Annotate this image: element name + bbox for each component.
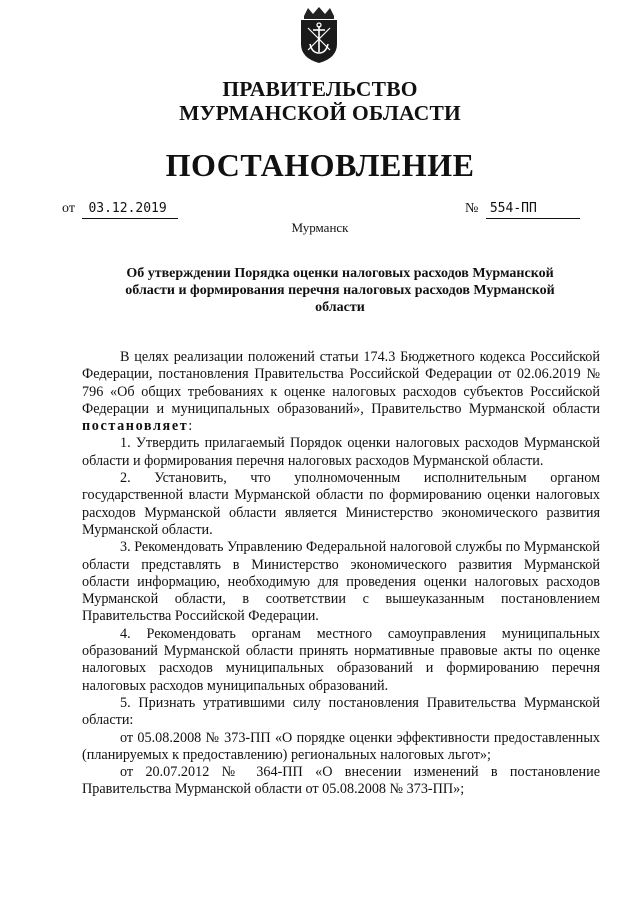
decree-word: постановляет (82, 418, 189, 435)
preamble-text: В целях реализации положений статьи 174.3 Бюджетного кодекса Российской Федерации, постановления Правительства Российской Федерации от 02.06.2019 № 796 «Об общих требованиях к оценке налоговых расходов субъектов Российской Федерации и муниципальных образований», Правительство Мурманской области (82, 349, 600, 417)
paragraph-5: 5. Признать утратившими силу постановления Правительства Мурманской области: (82, 694, 600, 729)
preamble-paragraph: В целях реализации положений статьи 174.3 Бюджетного кодекса Российской Федерации, постановления Правительства Российской Федерации от 02.06.2019 № 796 «Об общих требованиях к оценке налоговых расходов субъектов Российской Федерации и муниципальных образований», Правительство Мурманской области постановляет: (82, 349, 600, 435)
paragraph-1: 1. Утвердить прилагаемый Порядок оценки налоговых расходов Мурманской области и формирования перечня налоговых расходов Мурманской области. (82, 435, 600, 469)
coat-of-arms-icon (296, 6, 342, 64)
number-prefix: № (465, 201, 479, 216)
government-name-line-2: МУРМАНСКОЙ ОБЛАСТИ (179, 101, 461, 125)
government-name-line-1: ПРАВИТЕЛЬСТВО (222, 77, 418, 101)
paragraph-2: 2. Установить, что уполномоченным исполнительным органом государственной власти Мурманской области по формированию оценки налоговых расходов Мурманской области является Министерство экономического развития Мурманской области. (82, 470, 600, 538)
number-value: 554-ПП (486, 200, 580, 219)
document-body (82, 349, 600, 799)
document-subject: Об утверждении Порядка оценки налоговых расходов Мурманской области и формирования перечня налоговых расходов Мурманской области (125, 266, 555, 315)
repealed-act-1: от 05.08.2008 № 373-ПП «О порядке оценки эффективности предоставленных (планируемых к предоставлению) региональных налоговых льгот»; (82, 729, 600, 763)
city-name: Мурманск (291, 220, 349, 235)
date-value: 03.12.2019 (82, 200, 178, 219)
number-field (465, 200, 580, 219)
repealed-act-2: от 20.07.2012 № 364-ПП «О внесении изменений в постановление Правительства Мурманской области от 05.08.2008 № 373-ПП»; (82, 764, 600, 798)
paragraph-3: 3. Рекомендовать Управлению Федеральной налоговой службы по Мурманской области представлять в Министерство экономического развития Мурманской области информацию, необходимую для проведения оценки налоговых расходов Мурманской области, в соответствии с вышеуказанным постановлением Правительства Российской Федерации. (82, 539, 600, 625)
date-prefix: от (62, 201, 75, 216)
paragraph-4: 4. Рекомендовать органам местного самоуправления муниципальных образований Мурманской области принять нормативные правовые акты по оценке налоговых расходов муниципальных образований и формированию перечня налоговых расходов муниципальных образований. (82, 625, 600, 694)
document-type-title: ПОСТАНОВЛЕНИЕ (165, 147, 475, 183)
date-field (62, 200, 178, 219)
